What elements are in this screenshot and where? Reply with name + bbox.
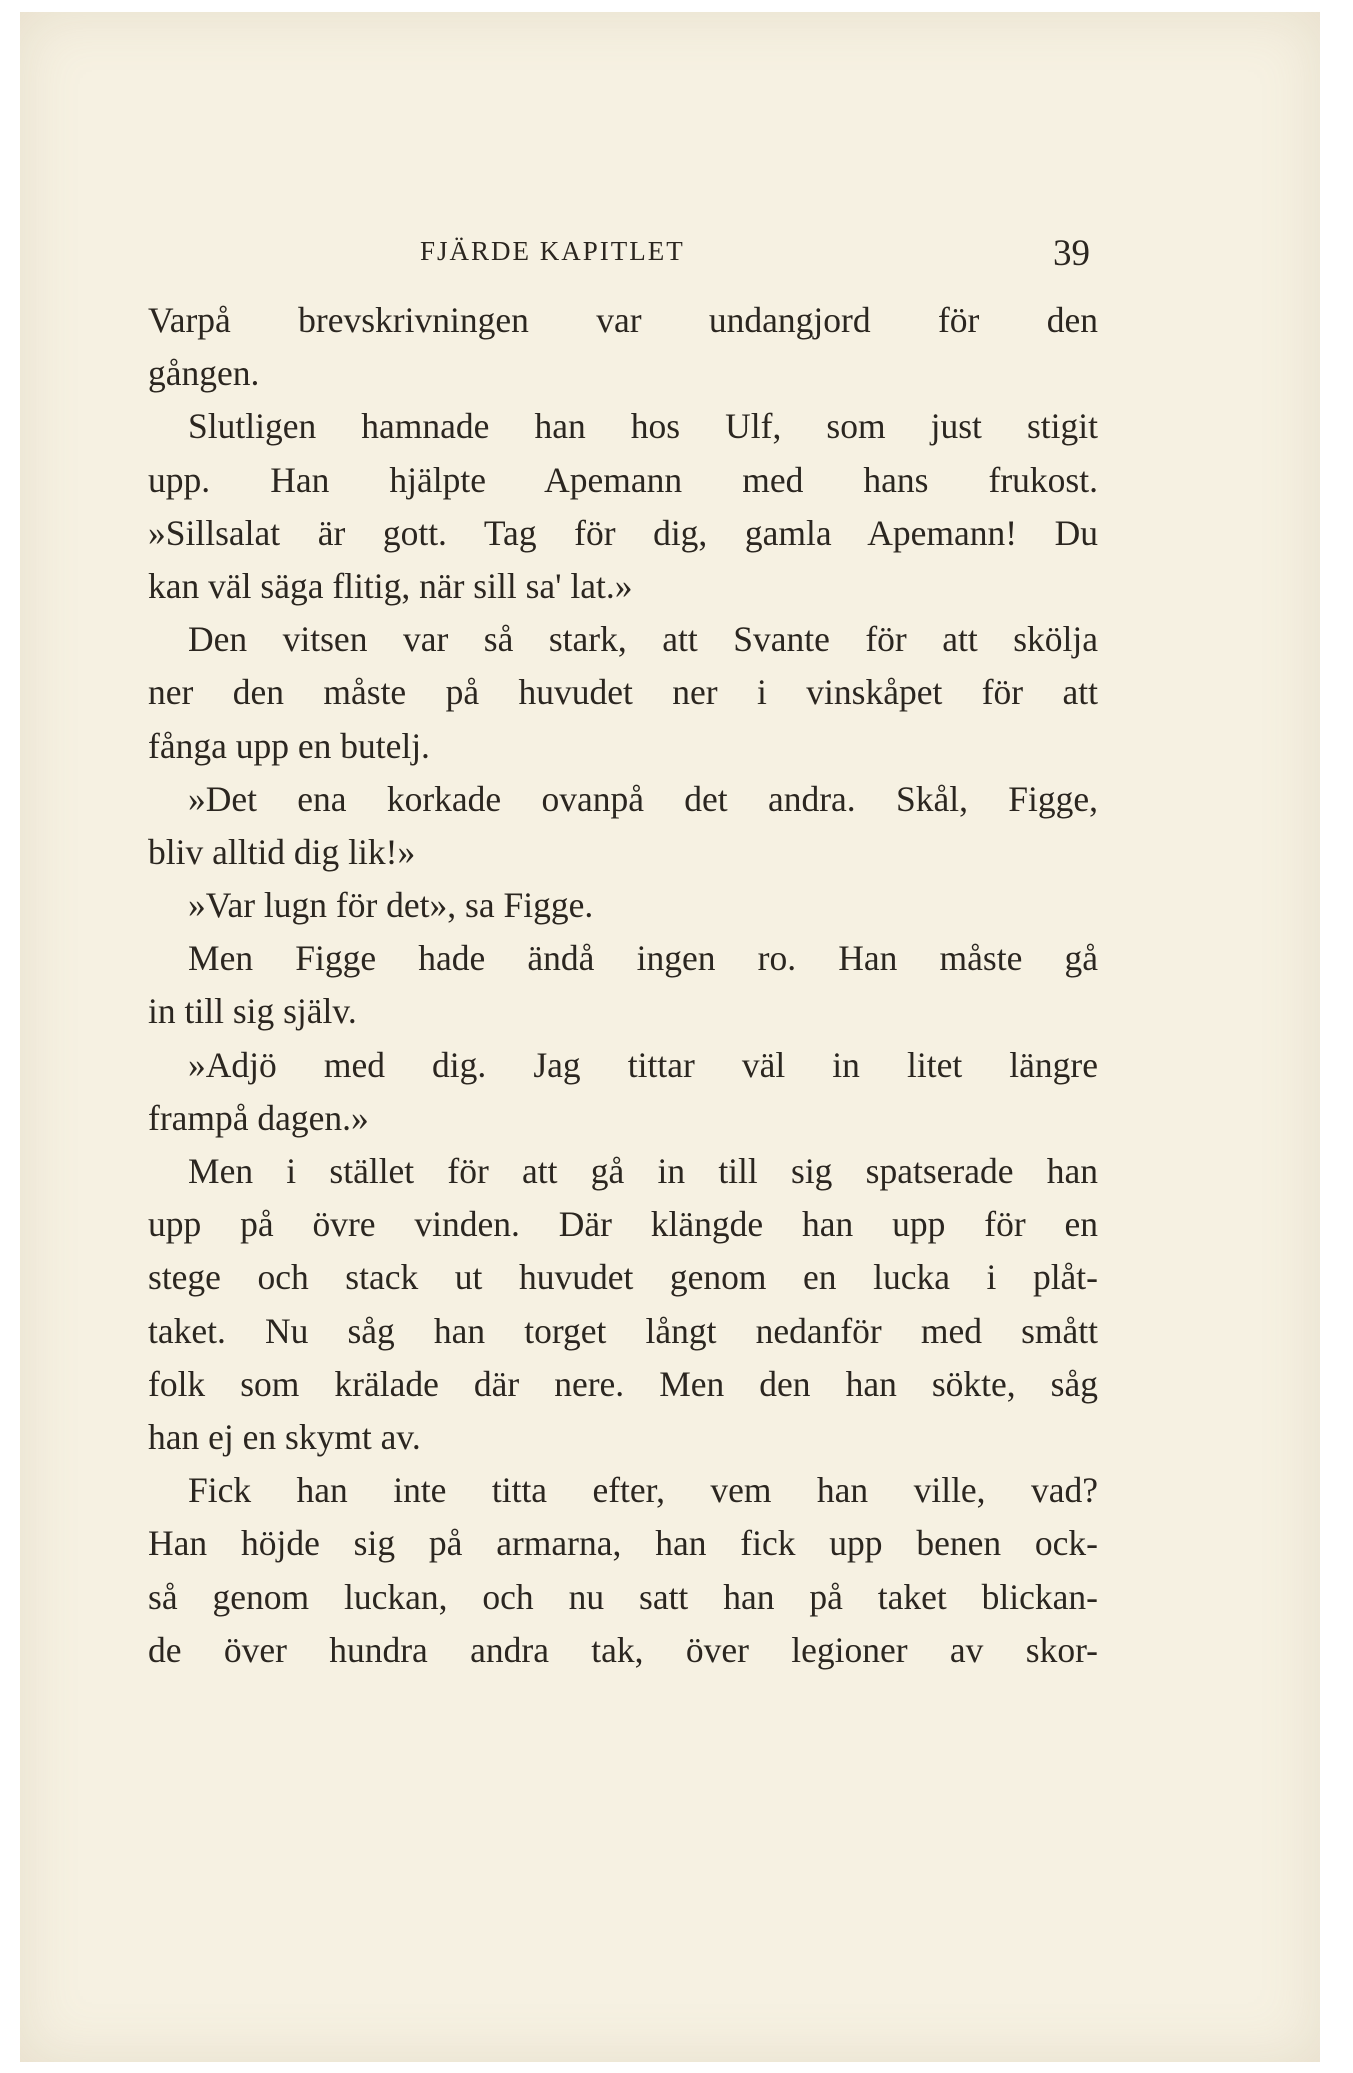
book-page xyxy=(20,12,1320,2062)
text-line: »Sillsalat är gott. Tag för dig, gamla Apemann! Du xyxy=(148,512,1098,553)
text-line: Slutligen hamnade han hos Ulf, som just stigit xyxy=(188,406,1098,447)
page-number: 39 xyxy=(1053,233,1090,274)
chapter-title: FJÄRDE KAPITLET xyxy=(420,236,685,266)
text-line: ner den måste på huvudet ner i vinskåpet för att xyxy=(148,672,1098,713)
text-line: fånga upp en butelj. xyxy=(148,725,430,766)
text-line: Fick han inte titta efter, vem han ville, vad? xyxy=(188,1470,1098,1511)
text-line: upp. Han hjälpte Apemann med hans frukost. xyxy=(148,459,1098,500)
text-line: Men i stället för att gå in till sig spatserade han xyxy=(188,1151,1098,1191)
body-text xyxy=(148,294,1098,1677)
text-line: upp på övre vinden. Där klängde han upp för en xyxy=(148,1204,1098,1245)
text-line: frampå dagen.» xyxy=(148,1097,369,1138)
text-line: taket. Nu såg han torget långt nedanför med smått xyxy=(148,1310,1098,1351)
text-line: gången. xyxy=(148,353,260,394)
text-line: de över hundra andra tak, över legioner av skor- xyxy=(148,1629,1098,1670)
text-line: bliv alltid dig lik!» xyxy=(148,831,416,872)
text-line: stege och stack ut huvudet genom en lucka i plåt- xyxy=(148,1257,1098,1298)
text-line: folk som krälade där nere. Men den han sökte, såg xyxy=(148,1363,1098,1404)
text-line: Varpå brevskrivningen var undangjord för den xyxy=(148,300,1098,340)
text-line: han ej en skymt av. xyxy=(148,1416,421,1457)
text-line: in till sig själv. xyxy=(148,991,357,1032)
text-line: Den vitsen var så stark, att Svante för att skölja xyxy=(188,619,1098,660)
running-head xyxy=(420,232,1090,282)
text-line: kan väl säga flitig, när sill sa' lat.» xyxy=(148,565,633,606)
text-line: Han höjde sig på armarna, han fick upp benen ock- xyxy=(148,1523,1098,1564)
text-line: Men Figge hade ändå ingen ro. Han måste gå xyxy=(188,938,1098,979)
text-line: »Var lugn för det», sa Figge. xyxy=(188,885,594,926)
text-line: »Det ena korkade ovanpå det andra. Skål, Figge, xyxy=(188,778,1098,819)
text-line: så genom luckan, och nu satt han på taket blickan- xyxy=(148,1576,1098,1617)
text-line: »Adjö med dig. Jag tittar väl in litet längre xyxy=(188,1044,1098,1085)
